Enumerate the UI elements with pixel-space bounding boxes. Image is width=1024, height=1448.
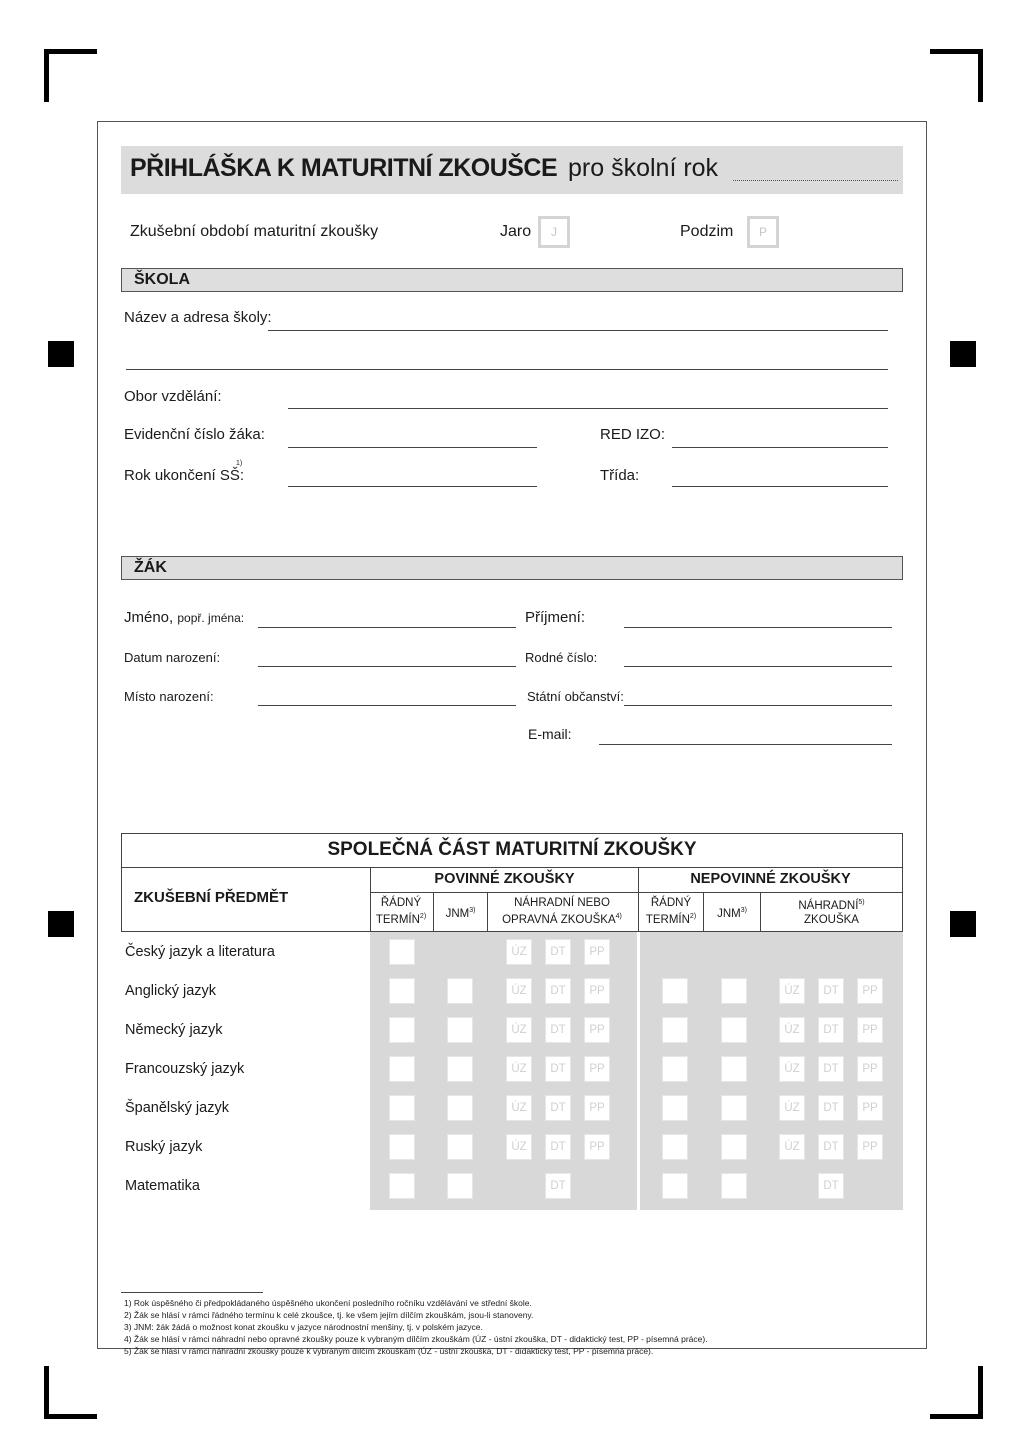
opt-col-regular-term: ŘÁDNÝ TERMÍN$^{2)}$	[645, 897, 697, 926]
autumn-label: Podzim	[680, 223, 734, 240]
optional-substitute-úz-checkbox[interactable]: ÚZ	[779, 1095, 805, 1121]
crop-mark-top-left	[44, 49, 97, 102]
optional-regular-term-checkbox[interactable]	[662, 1173, 688, 1199]
registration-mark	[48, 911, 74, 937]
subject-header: ZKUŠEBNÍ PŘEDMĚT	[134, 889, 289, 906]
citizenship-label: Státní občanství:	[527, 689, 624, 704]
spring-label: Jaro	[500, 223, 532, 240]
repeat-exam-úz-checkbox[interactable]: ÚZ	[506, 1095, 532, 1121]
optional-jnm-checkbox[interactable]	[721, 978, 747, 1004]
regular-term-checkbox[interactable]	[389, 1134, 415, 1160]
opt-col-jnm: JNM$^{3)}$	[717, 907, 747, 920]
subject-name: Španělský jazyk	[125, 1100, 229, 1116]
student-section-header	[121, 556, 903, 580]
field-of-study-line[interactable]	[288, 408, 888, 409]
crop-mark-top-right	[930, 49, 983, 102]
regular-term-checkbox[interactable]	[389, 1056, 415, 1082]
optional-substitute-pp-checkbox[interactable]: PP	[857, 1134, 883, 1160]
optional-regular-term-checkbox[interactable]	[662, 1134, 688, 1160]
citizenship-line[interactable]	[624, 705, 892, 706]
subject-name: Francouzský jazyk	[125, 1061, 245, 1077]
red-izo-label: RED IZO:	[600, 426, 666, 443]
optional-regular-term-checkbox[interactable]	[662, 978, 688, 1004]
repeat-exam-úz-checkbox[interactable]: ÚZ	[506, 939, 532, 965]
optional-substitute-pp-checkbox[interactable]: PP	[857, 1017, 883, 1043]
birth-no-label: Rodné číslo:	[525, 650, 598, 665]
exam-table-title: SPOLEČNÁ ČÁST MATURITNÍ ZKOUŠKY	[327, 839, 697, 860]
optional-substitute-dt-checkbox[interactable]: DT	[818, 1134, 844, 1160]
footnote: 2) Žák se hlásí v rámci řádného termínu k celé zkoušce, tj. ke všem jejím dílčím zkouškám, jsou-li stanoveny.	[124, 1310, 534, 1320]
jnm-checkbox[interactable]	[447, 1056, 473, 1082]
regular-term-checkbox[interactable]	[389, 939, 415, 965]
optional-header: NEPOVINNÉ ZKOUŠKY	[690, 871, 851, 887]
repeat-exam-dt-checkbox[interactable]: DT	[545, 939, 571, 965]
class-label: Třída:	[600, 467, 640, 484]
optional-jnm-checkbox[interactable]	[721, 1173, 747, 1199]
record-no-label: Evidenční číslo žáka:	[124, 426, 265, 443]
repeat-exam-dt-checkbox[interactable]: DT	[545, 1134, 571, 1160]
repeat-exam-dt-checkbox[interactable]: DT	[545, 1056, 571, 1082]
birth-no-line[interactable]	[624, 666, 892, 667]
school-section-header	[121, 268, 903, 292]
col-regular-term: ŘÁDNÝ TERMÍN$^{2)}$	[375, 897, 427, 926]
optional-substitute-pp-checkbox[interactable]: PP	[857, 1095, 883, 1121]
footnote: 5) Žák se hlásí v rámci náhradní zkoušky pouze k vybraným dílčím zkouškám (ÚZ - ústní zkouška, DT - didaktický test, PP - písemná práce).	[124, 1346, 654, 1356]
field-of-study-label: Obor vzdělání:	[124, 388, 222, 405]
birth-place-line[interactable]	[258, 705, 516, 706]
footnote: 1) Rok úspěšného či předpokládaného úspěšného ukončení posledního ročníku vzdělávání ve střední škole.	[124, 1298, 532, 1308]
optional-substitute-dt-checkbox[interactable]: DT	[818, 978, 844, 1004]
repeat-exam-pp-checkbox[interactable]: PP	[584, 1095, 610, 1121]
school-name-line-1[interactable]	[268, 330, 888, 331]
period-label: Zkušební období maturitní zkoušky	[130, 223, 379, 240]
jnm-checkbox[interactable]	[447, 1134, 473, 1160]
optional-jnm-checkbox[interactable]	[721, 1095, 747, 1121]
subject-name: Matematika	[125, 1178, 200, 1194]
subject-name: Německý jazyk	[125, 1022, 223, 1038]
regular-term-checkbox[interactable]	[389, 1017, 415, 1043]
subject-name: Ruský jazyk	[125, 1139, 203, 1155]
opt-col-subst: NÁHRADNÍ$^{5)}$ ZKOUŠKA	[798, 899, 865, 926]
year-end-label: Rok ukončení SŠ:	[124, 467, 245, 484]
col-repeat: NÁHRADNÍ NEBO OPRAVNÁ ZKOUŠKA$^{4)}$	[502, 897, 622, 926]
repeat-exam-pp-checkbox[interactable]: PP	[584, 1056, 610, 1082]
repeat-exam-úz-checkbox[interactable]: ÚZ	[506, 1134, 532, 1160]
mandatory-header: POVINNÉ ZKOUŠKY	[434, 871, 575, 887]
school-name-line-2[interactable]	[126, 369, 888, 370]
optional-substitute-dt-checkbox[interactable]: DT	[818, 1095, 844, 1121]
red-izo-line[interactable]	[672, 447, 888, 448]
repeat-exam-úz-checkbox[interactable]: ÚZ	[506, 978, 532, 1004]
repeat-exam-dt-checkbox[interactable]: DT	[545, 1017, 571, 1043]
registration-mark	[950, 341, 976, 367]
year-end-note: 1)	[236, 460, 243, 467]
class-line[interactable]	[672, 486, 888, 487]
optional-substitute-dt-checkbox[interactable]: DT	[818, 1173, 844, 1199]
repeat-exam-dt-checkbox[interactable]: DT	[545, 978, 571, 1004]
jnm-checkbox[interactable]	[447, 1095, 473, 1121]
subject-name: Anglický jazyk	[125, 983, 217, 999]
registration-mark	[48, 341, 74, 367]
optional-substitute-úz-checkbox[interactable]: ÚZ	[779, 978, 805, 1004]
surname-label: Příjmení:	[525, 609, 586, 626]
col-jnm: JNM$^{3)}$	[445, 907, 476, 920]
birth-date-label: Datum narození:	[124, 650, 221, 665]
repeat-exam-dt-checkbox[interactable]: DT	[545, 1095, 571, 1121]
regular-term-checkbox[interactable]	[389, 1095, 415, 1121]
birth-date-line[interactable]	[258, 666, 516, 667]
optional-regular-term-checkbox[interactable]	[662, 1017, 688, 1043]
surname-line[interactable]	[624, 627, 892, 628]
repeat-exam-úz-checkbox[interactable]: ÚZ	[506, 1056, 532, 1082]
form-title: PŘIHLÁŠKA K MATURITNÍ ZKOUŠCE	[130, 154, 558, 182]
optional-substitute-úz-checkbox[interactable]: ÚZ	[779, 1134, 805, 1160]
regular-term-checkbox[interactable]	[389, 978, 415, 1004]
school-year-field[interactable]	[733, 180, 898, 181]
autumn-checkbox[interactable]: P	[747, 216, 779, 248]
optional-jnm-checkbox[interactable]	[721, 1017, 747, 1043]
school-name-label: Název a adresa školy:	[124, 309, 272, 326]
optional-substitute-úz-checkbox[interactable]: ÚZ	[779, 1017, 805, 1043]
jnm-checkbox[interactable]	[447, 978, 473, 1004]
first-name-line[interactable]	[258, 627, 516, 628]
repeat-exam-pp-checkbox[interactable]: PP	[584, 1017, 610, 1043]
optional-substitute-úz-checkbox[interactable]: ÚZ	[779, 1056, 805, 1082]
email-line[interactable]	[599, 744, 892, 745]
spring-checkbox[interactable]: J	[538, 216, 570, 248]
form-title-suffix: pro školní rok	[568, 154, 719, 182]
school-heading: ŠKOLA	[134, 271, 190, 288]
student-heading: ŽÁK	[134, 559, 167, 576]
first-name-label: Jméno, popř. jména:	[124, 609, 245, 626]
footnote: 3) JNM: žák žádá o možnost konat zkoušku v jazyce národnostní menšiny, tj. v polském jazyce.	[124, 1322, 483, 1332]
repeat-exam-úz-checkbox[interactable]: ÚZ	[506, 1017, 532, 1043]
repeat-exam-pp-checkbox[interactable]: PP	[584, 978, 610, 1004]
repeat-exam-pp-checkbox[interactable]: PP	[584, 939, 610, 965]
optional-substitute-pp-checkbox[interactable]: PP	[857, 978, 883, 1004]
optional-jnm-checkbox[interactable]	[721, 1056, 747, 1082]
subject-name: Český jazyk a literatura	[125, 944, 275, 960]
regular-term-checkbox[interactable]	[389, 1173, 415, 1199]
crop-mark-bottom-right	[930, 1366, 983, 1419]
jnm-checkbox[interactable]	[447, 1017, 473, 1043]
crop-mark-bottom-left	[44, 1366, 97, 1419]
jnm-checkbox[interactable]	[447, 1173, 473, 1199]
optional-regular-term-checkbox[interactable]	[662, 1056, 688, 1082]
birth-place-label: Místo narození:	[124, 689, 214, 704]
email-label: E-mail:	[528, 726, 572, 742]
record-no-line[interactable]	[288, 447, 537, 448]
optional-substitute-pp-checkbox[interactable]: PP	[857, 1056, 883, 1082]
footnote-divider	[121, 1292, 263, 1293]
optional-substitute-dt-checkbox[interactable]: DT	[818, 1056, 844, 1082]
footnote: 4) Žák se hlásí v rámci náhradní nebo opravné zkoušky pouze k vybraným dílčím zkouškám (ÚZ - ústní zkouška, DT - didaktický test, PP - písemná práce).	[124, 1334, 708, 1344]
optional-substitute-dt-checkbox[interactable]: DT	[818, 1017, 844, 1043]
optional-regular-term-checkbox[interactable]	[662, 1095, 688, 1121]
registration-mark	[950, 911, 976, 937]
year-end-line[interactable]	[288, 486, 537, 487]
repeat-exam-pp-checkbox[interactable]: PP	[584, 1134, 610, 1160]
repeat-exam-dt-checkbox[interactable]: DT	[545, 1173, 571, 1199]
optional-jnm-checkbox[interactable]	[721, 1134, 747, 1160]
